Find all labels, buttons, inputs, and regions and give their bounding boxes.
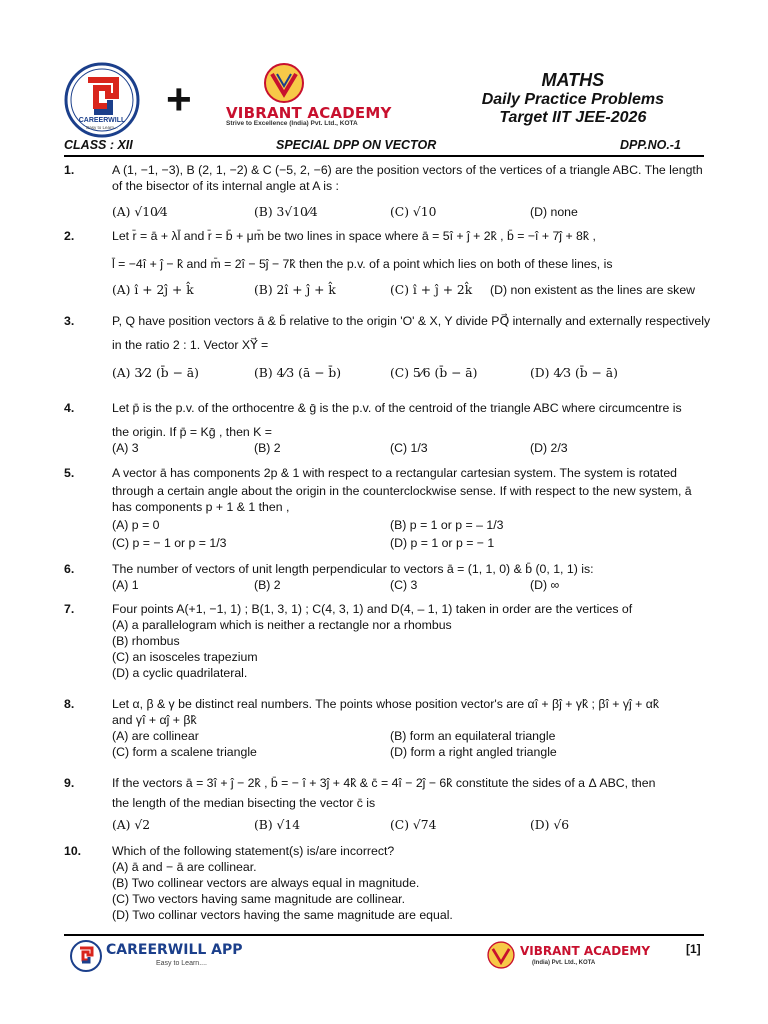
option-a: (A) √10⁄4	[112, 205, 168, 219]
careerwill-app-tagline: Easy to Learn....	[156, 960, 207, 967]
footer-vibrant-subtitle: (India) Pvt. Ltd., KOTA	[532, 960, 596, 966]
option-d: (D) non existent as the lines are skew	[490, 283, 696, 297]
option-b: (B) 4⁄3 (ā − b̄)	[254, 366, 342, 380]
dpp-number: DPP.NO.-1	[620, 138, 681, 152]
class-bar	[64, 138, 704, 156]
question-text: of the bisector of its internal angle at A is :	[112, 179, 339, 193]
header-divider	[64, 155, 704, 157]
question-number: 4.	[64, 401, 75, 415]
question-number: 6.	[64, 562, 75, 576]
option-d: (D) √6	[530, 818, 570, 832]
page-footer	[64, 936, 704, 976]
option-c: (C) î + ĵ + 2k̂	[390, 283, 473, 297]
option-d: (D) p = 1 or p = − 1	[390, 536, 495, 550]
question-text: Let r̄ = ā + λl̄ and r̄ = b̄ + μm̄ be two lines in space where ā = 5î + ĵ + 2k̂ , b̄ = −î + 7ĵ + 8k̂ ,	[112, 229, 596, 243]
option-c: (C) form a scalene triangle	[112, 745, 257, 759]
vibrant-academy-subtitle: Strive to Excellence (India) Pvt. Ltd., KOTA	[226, 120, 358, 127]
option-b: (B) √14	[254, 818, 301, 832]
option-b: (B) form an equilateral triangle	[390, 729, 556, 743]
vibrant-emblem-icon	[486, 940, 516, 970]
page-number: [1]	[686, 942, 701, 956]
option-a: (A) a parallelogram which is neither a rectangle nor a rhombus	[112, 618, 452, 632]
question-text: and γî + αĵ + βk̂	[112, 713, 197, 727]
svg-text:Easy to Learn...: Easy to Learn...	[86, 125, 118, 130]
option-c: (C) Two vectors having same magnitude are collinear.	[112, 892, 405, 906]
option-d: (D) form a right angled triangle	[390, 745, 557, 759]
question-number: 3.	[64, 314, 75, 328]
option-a: (A) î + 2ĵ + k̂	[112, 283, 194, 297]
vibrant-academy-logo	[226, 62, 406, 128]
question-number: 8.	[64, 697, 75, 711]
question-text: Let α, β & γ be distinct real numbers. The points whose position vector's are αî + βĵ + γk̂ ; βî + γĵ + αk̂	[112, 697, 660, 711]
question-text: the origin. If p̄ = Kḡ , then K =	[112, 425, 272, 439]
option-b: (B) rhombus	[112, 634, 180, 648]
question-number: 9.	[64, 776, 75, 790]
question-text: A (1, −1, −3), B (2, 1, −2) & C (−5, 2, −6) are the position vectors of the vertices of a triangle ABC. The length	[112, 163, 703, 177]
option-a: (A) ā and − ā are collinear.	[112, 860, 257, 874]
option-c: (C) 3	[390, 578, 418, 592]
question-text: A vector ā has components 2p & 1 with respect to a rectangular cartesian system. The system is rotated	[112, 466, 678, 480]
question-text: Which of the following statement(s) is/are incorrect?	[112, 844, 395, 858]
option-d: (D) ∞	[530, 578, 560, 592]
option-b: (B) 2	[254, 441, 281, 455]
option-b: (B) 3√10⁄4	[254, 205, 318, 219]
option-c: (C) 5⁄6 (b̄ − ā)	[390, 366, 478, 380]
question-text: Four points A(+1, −1, 1) ; B(1, 3, 1) ; C(4, 3, 1) and D(4, – 1, 1) taken in order are the vertices of	[112, 602, 633, 616]
question-number: 1.	[64, 163, 75, 177]
option-b: (B) 2î + ĵ + k̂	[254, 283, 336, 297]
question-text: in the ratio 2 : 1. Vector XY⃗ =	[112, 338, 269, 352]
question-number: 2.	[64, 229, 75, 243]
question-text: the length of the median bisecting the vector c̄ is	[112, 796, 376, 810]
plus-sign: +	[166, 75, 192, 124]
option-c: (C) √74	[390, 818, 437, 832]
subject-title: MATHS	[541, 70, 605, 90]
option-a: (A) 1	[112, 578, 139, 592]
option-a: (A) √2	[112, 818, 151, 832]
option-a: (A) p = 0	[112, 518, 160, 532]
vibrant-academy-name: VIBRANT ACADEMY	[226, 104, 392, 122]
class-label: CLASS : XII	[64, 138, 133, 152]
topic-label: SPECIAL DPP ON VECTOR	[276, 138, 437, 152]
question-text: l̄ = −4î + ĵ − k̂ and m̄ = 2î − 5ĵ − 7k̂ then the p.v. of a point which lies on both of these lines, is	[112, 257, 613, 271]
careerwill-logo	[64, 62, 140, 138]
question-text: The number of vectors of unit length perpendicular to vectors ā = (1, 1, 0) & b̄ (0, 1, 1) is:	[112, 562, 594, 576]
option-b: (B) p = 1 or p = – 1/3	[390, 518, 504, 532]
page-header	[0, 0, 768, 140]
question-text: Let p̄ is the p.v. of the orthocentre & ḡ is the p.v. of the centroid of the triangle ABC where circumcentre is	[112, 401, 682, 415]
careerwill-app-icon	[70, 940, 102, 972]
question-number: 7.	[64, 602, 75, 616]
question-text: has components p + 1 & 1 then ,	[112, 500, 290, 514]
question-number: 5.	[64, 466, 75, 480]
option-c: (C) p = − 1 or p = 1/3	[112, 536, 227, 550]
question-text: through a certain angle about the origin in the counterclockwise sense. If with respect to the new system, ā	[112, 484, 692, 498]
question-text: If the vectors ā = 3î + ĵ − 2k̂ , b̄ = − î + 3ĵ + 4k̂ & c̄ = 4î − 2ĵ − 6k̂ constitute the sides of a Δ ABC, then	[112, 776, 656, 790]
option-b: (B) Two collinear vectors are always equal in magnitude.	[112, 876, 420, 890]
option-a: (A) are collinear	[112, 729, 199, 743]
option-d: (D) none	[530, 205, 578, 219]
target-title: Target IIT JEE-2026	[499, 109, 647, 126]
question-number: 10.	[64, 844, 82, 858]
footer-vibrant-name: VIBRANT ACADEMY	[520, 944, 651, 958]
option-d: (D) Two collinar vectors having the same magnitude are equal.	[112, 908, 453, 922]
option-c: (C) 1/3	[390, 441, 428, 455]
dpp-title: Daily Practice Problems	[481, 91, 664, 108]
title-block	[482, 70, 664, 127]
option-d: (D) a cyclic quadrilateral.	[112, 666, 248, 680]
option-a: (A) 3	[112, 441, 139, 455]
option-d: (D) 2/3	[530, 441, 568, 455]
svg-text:CAREERWILL: CAREERWILL	[78, 117, 126, 124]
option-c: (C) √10	[390, 205, 437, 219]
option-d: (D) 4⁄3 (b̄ − ā)	[530, 366, 618, 380]
question-text: P, Q have position vectors ā & b̄ relative to the origin 'O' & X, Y divide PQ⃗ internally and externally respectively	[112, 314, 711, 328]
option-a: (A) 3⁄2 (b̄ − ā)	[112, 366, 199, 380]
vibrant-emblem-icon	[262, 62, 306, 104]
option-c: (C) an isosceles trapezium	[112, 650, 258, 664]
option-b: (B) 2	[254, 578, 281, 592]
careerwill-app-name: CAREERWILL APP	[106, 942, 243, 958]
